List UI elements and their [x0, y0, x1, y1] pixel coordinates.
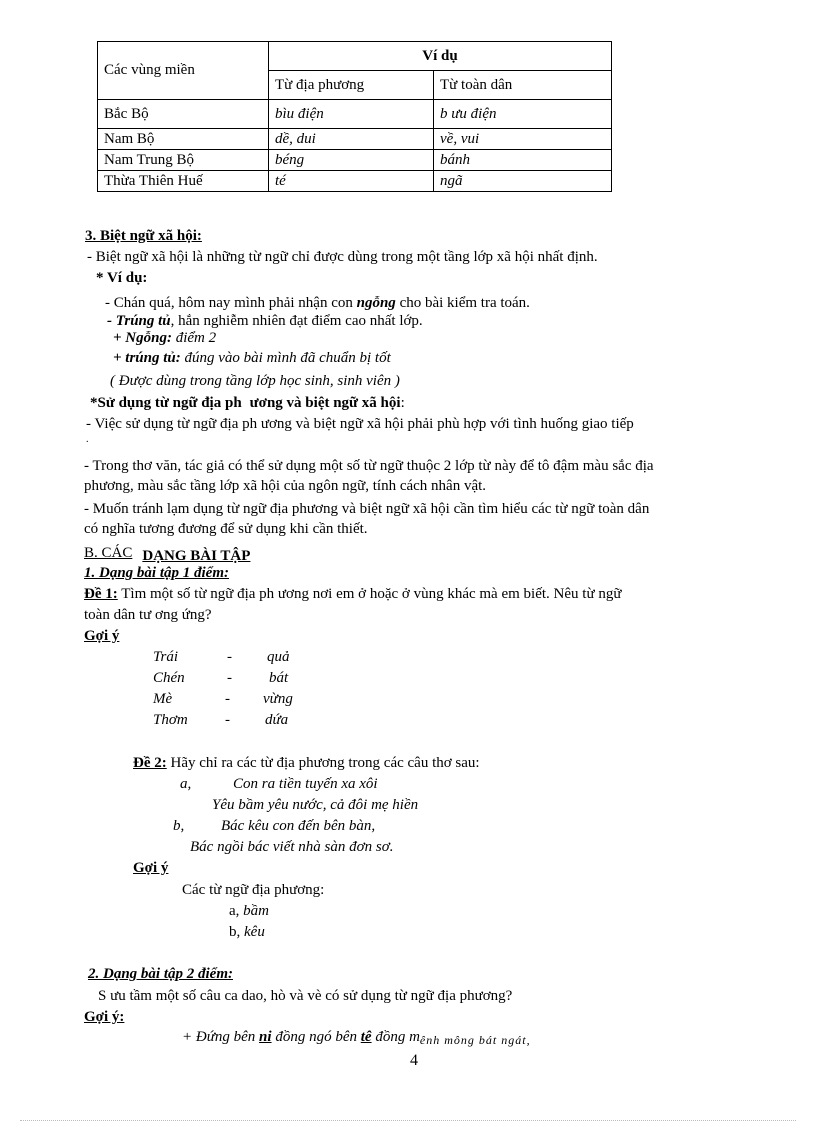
table-row — [98, 171, 612, 192]
last-example — [182, 1029, 531, 1046]
last-example-te: tê — [360, 1029, 372, 1045]
exercise-type-2-heading: 2. Dạng bài tập 2 điểm: — [88, 966, 233, 982]
common-word-cell: b ưu điện — [434, 100, 612, 129]
de1-text-1: Tìm một số từ ngữ địa ph ương nơi em ở hoặc ở vùng khác mà em biết. Nêu từ ngữ — [121, 586, 622, 602]
part-b-heading-a: B. CÁC — [84, 545, 133, 561]
local-word-cell: dề, dui — [269, 129, 434, 150]
region-cell: Nam Bộ — [98, 129, 269, 150]
example-1-part-a: - Chán quá, hôm nay mình phải nhận con — [105, 295, 353, 311]
de1-line-2: toàn dân tư ơng ứng? — [84, 607, 212, 623]
pair-2-local: Chén — [153, 670, 185, 686]
last-example-ni: ni — [259, 1029, 272, 1045]
usage-heading-a: *Sử dụng từ ngữ địa ph — [90, 395, 242, 411]
explanation-1-term: + Ngỗng: — [113, 330, 172, 346]
explanation-2-term: + trúng tủ: — [113, 350, 181, 366]
explanation-1-def: điểm 2 — [175, 330, 217, 346]
pair-1-common: quả — [267, 649, 290, 665]
example-label: * Ví dụ: — [96, 270, 148, 286]
last-example-a: + Đứng bên — [182, 1029, 256, 1045]
explanation-2-def: đúng vào bài mình đã chuẩn bị tốt — [184, 350, 391, 366]
last-example-d: ênh mông bát ngát, — [419, 1033, 531, 1047]
answer-a-word: bầm — [243, 903, 270, 919]
usage-paragraph-3-line-1: - Muốn tránh lạm dụng từ ngữ địa phương và biệt ngữ xã hội cần tìm hiểu các từ ngữ toàn dân — [84, 501, 650, 517]
hint-1-heading: Gợi ý — [84, 628, 120, 644]
usage-note: ( Được dùng trong tầng lớp học sinh, sinh viên ) — [110, 373, 400, 389]
common-word-cell: về, vui — [434, 129, 612, 150]
region-cell: Thừa Thiên Huế — [98, 171, 269, 192]
table-row — [98, 150, 612, 171]
usage-heading-c: : — [400, 395, 405, 411]
poem-a-label: a, — [180, 776, 192, 792]
usage-p1-b: từ ngữ địa ph ương và biệt ngữ xã hội phải phù hợp với tình huống giao tiếp — [177, 416, 634, 432]
usage-paragraph-2-line-2: phương, màu sắc tầng lớp xã hội của ngôn ngữ, tính cách nhân vật. — [84, 478, 487, 494]
common-word-cell: bánh — [434, 150, 612, 171]
answer-b-label: b, — [229, 924, 241, 940]
definition-part-b: chỉ được dùng trong một tầng lớp xã hội nhất định. — [291, 249, 598, 265]
example-2 — [107, 313, 423, 330]
de2-text: Hãy chỉ ra các từ địa phương trong các câu thơ sau: — [170, 755, 480, 771]
example-1 — [105, 295, 530, 312]
pair-2-common: bát — [269, 670, 289, 686]
example-2-slang: - Trúng tủ — [107, 313, 171, 329]
poem-b-line-2: Bác ngồi bác viết nhà sàn đơn sơ. — [190, 839, 394, 855]
definition-part-a: - Biệt ngữ xã hội là những từ ngữ — [87, 249, 288, 265]
explanation-2 — [113, 350, 391, 367]
region-cell: Bắc Bộ — [98, 100, 269, 129]
usage-paragraph-1-dot: . — [86, 434, 89, 445]
usage-p1-a: - Việc sử dụng — [86, 416, 174, 432]
pair-3-common: vừng — [263, 691, 293, 707]
example-2-rest: , hắn nghiễm nhiên đạt điểm cao nhất lớp. — [170, 313, 423, 329]
poem-a-line-2: Yêu bầm yêu nước, cả đôi mẹ hiền — [212, 797, 419, 813]
usage-heading — [90, 395, 405, 412]
footer-divider — [20, 1120, 796, 1121]
de2-label: Đề 2: — [133, 755, 167, 771]
common-word-cell: ngã — [434, 171, 612, 192]
part-b-heading — [84, 545, 250, 562]
answer-b-word: kêu — [244, 924, 265, 940]
local-word-cell: béng — [269, 150, 434, 171]
answer-intro: Các từ ngữ địa phương: — [182, 882, 325, 898]
poem-b-label: b, — [173, 818, 185, 834]
usage-paragraph-2-line-1: - Trong thơ văn, tác giả có thể sử dụng một số từ ngữ thuộc 2 lớp từ này để tô đậm màu sắc địa — [84, 458, 654, 474]
part-b-heading-b: DẠNG BÀI TẬP — [142, 548, 251, 564]
de1-line-1 — [84, 586, 621, 603]
de1-label: Đề 1: — [84, 586, 118, 602]
example-1-slang: ngỗng — [356, 295, 396, 311]
answer-b — [229, 924, 265, 941]
pair-4-dash: - — [225, 712, 230, 728]
header-local: Từ địa phương — [269, 71, 434, 100]
usage-heading-b: ương và biệt ngữ xã hội — [249, 395, 401, 411]
pair-4-common: dứa — [265, 712, 289, 728]
usage-paragraph-1 — [86, 416, 634, 433]
local-word-cell: bìu điện — [269, 100, 434, 129]
definition-line — [87, 249, 598, 266]
hint-2-heading: Gợi ý — [133, 860, 169, 876]
usage-paragraph-3-line-2: có nghĩa tương đương để sử dụng khi cần thiết. — [84, 521, 368, 537]
table-row — [98, 129, 612, 150]
pair-3-local: Mè — [153, 691, 173, 707]
page-number: 4 — [410, 1052, 418, 1069]
header-example: Ví dụ — [269, 42, 612, 71]
local-word-cell: té — [269, 171, 434, 192]
header-region: Các vùng miền — [98, 42, 269, 100]
pair-1-dash: - — [227, 649, 232, 665]
pair-3-dash: - — [225, 691, 230, 707]
answer-a-label: a, — [229, 903, 240, 919]
answer-a — [229, 903, 269, 920]
region-cell: Nam Trung Bộ — [98, 150, 269, 171]
explanation-1 — [113, 330, 216, 347]
section3-heading: 3. Biệt ngữ xã hội: — [85, 228, 202, 244]
pair-4-local: Thơm — [153, 712, 188, 728]
d2-text: S ưu tầm một số câu ca dao, hò và vè có sử dụng từ ngữ địa phương? — [98, 988, 513, 1004]
last-example-c: đồng m — [375, 1029, 420, 1045]
poem-a-line-1: Con ra tiền tuyến xa xôi — [233, 776, 378, 792]
dialect-table — [97, 41, 612, 192]
hint-3-heading: Gợi ý: — [84, 1009, 125, 1025]
pair-1-local: Trái — [153, 649, 179, 665]
example-1-part-b: cho bài kiểm tra toán. — [399, 295, 530, 311]
header-common: Từ toàn dân — [434, 71, 612, 100]
last-example-b: đồng ngó bên — [275, 1029, 357, 1045]
poem-b-line-1: Bác kêu con đến bên bàn, — [221, 818, 376, 834]
pair-2-dash: - — [227, 670, 232, 686]
exercise-type-1-heading: 1. Dạng bài tập 1 điểm: — [84, 565, 229, 581]
de2-line — [133, 755, 480, 772]
table-row — [98, 100, 612, 129]
